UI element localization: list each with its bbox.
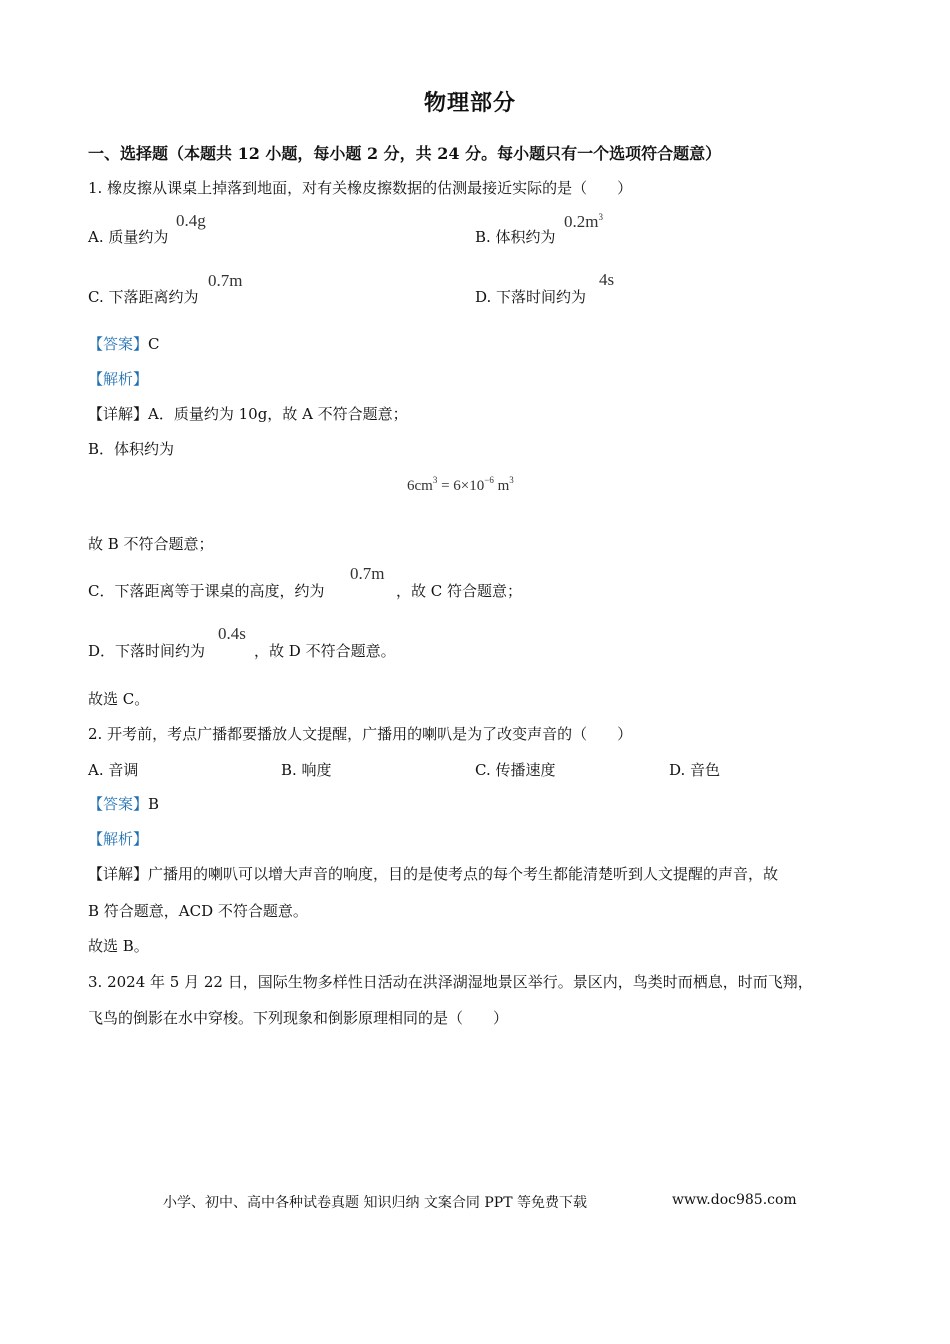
q1-detail-a-text: A．质量约为 10g，故 A 不符合题意； — [148, 405, 408, 423]
q1-detail-b: B．体积约为 — [88, 440, 175, 458]
q1-option-c — [88, 286, 198, 307]
q1-detail-tag: 【详解】 — [88, 405, 149, 423]
q1-option-c-label: C. 下落距离约为 — [88, 288, 199, 306]
q2-detail-line-1 — [88, 863, 778, 884]
q2-conclusion: 故选 B。 — [88, 937, 149, 955]
q2-detail-line-2: B 符合题意，ACD 不符合题意。 — [88, 902, 308, 920]
q1-option-a — [88, 226, 168, 247]
footer-text: 小学、初中、高中各种试卷真题 知识归纳 文案合同 PPT 等免费下载 — [163, 1195, 587, 1211]
q1-option-d — [475, 286, 586, 307]
q1-detail-c-post: ，故 C 符合题意； — [396, 582, 523, 600]
q2-option-d: D. 音色 — [669, 761, 721, 779]
q2-option-b: B. 响度 — [281, 761, 332, 779]
q2-detail-text: 广播用的喇叭可以增大声音的响度，目的是使考点的每个考生都能清楚听到人文提醒的声音，故 — [148, 865, 779, 883]
q2-option-c: C. 传播速度 — [475, 761, 556, 779]
question-2-stem: 2. 开考前，考点广播都要播放人文提醒，广播用的喇叭是为了改变声音的（ ） — [88, 725, 633, 743]
q1-detail-c-pre: C．下落距离等于课桌的高度，约为 — [88, 582, 325, 600]
page-title: 物理部分 — [424, 90, 517, 116]
q1-answer-value: C — [148, 335, 160, 353]
q2-answer-tag: 【答案】 — [88, 795, 149, 813]
q1-detail-d-post: ，故 D 不符合题意。 — [254, 642, 396, 660]
q1-option-d-label: D. 下落时间约为 — [475, 288, 587, 306]
q2-option-a: A. 音调 — [88, 761, 139, 779]
q1-option-b-label: B. 体积约为 — [475, 228, 556, 246]
q1-option-a-label: A. 质量约为 — [88, 228, 169, 246]
q2-detail-tag: 【详解】 — [88, 865, 149, 883]
q1-option-b-exponent: 3 — [598, 212, 603, 222]
q1-option-b — [475, 226, 556, 247]
q2-analysis-tag: 【解析】 — [88, 830, 149, 848]
q1-conclusion: 故选 C。 — [88, 690, 150, 708]
q1-option-d-value: 4s — [599, 270, 615, 289]
q1-option-c-value: 0.7m — [208, 271, 243, 290]
q1-option-b-value — [564, 212, 603, 232]
q1-detail-d-pre: D．下落时间约为 — [88, 642, 206, 660]
q1-analysis-tag: 【解析】 — [88, 370, 149, 388]
q1-option-a-value: 0.4g — [176, 211, 206, 230]
q2-answer — [88, 793, 159, 814]
formula-part-3: m — [493, 478, 510, 494]
q1-option-b-number: 0.2m — [564, 212, 599, 231]
question-1-stem: 1. 橡皮擦从课桌上掉落到地面，对有关橡皮擦数据的估测最接近实际的是（ ） — [88, 179, 633, 197]
q1-answer-tag: 【答案】 — [88, 335, 149, 353]
q1-detail-a — [88, 403, 408, 424]
formula-exp-3: 3 — [509, 475, 514, 485]
q1-detail-b-end: 故 B 不符合题意； — [88, 535, 214, 553]
formula-part-2: = 6×10 — [437, 478, 485, 494]
q1-detail-c-value: 0.7m — [350, 564, 385, 583]
section-heading: 一、选择题（本题共 12 小题，每小题 2 分，共 24 分。每小题只有一个选项符合题意） — [88, 144, 722, 163]
q1-detail-d-value: 0.4s — [218, 624, 246, 643]
formula-part-1: 6cm — [407, 478, 433, 494]
q1-formula — [407, 475, 514, 495]
formula-exp-1: 3 — [432, 475, 438, 485]
footer-site-link[interactable]: www.doc985.com — [672, 1192, 797, 1208]
question-3-stem-line-2: 飞鸟的倒影在水中穿梭。下列现象和倒影原理相同的是（ ） — [88, 1009, 509, 1027]
q2-answer-value: B — [148, 795, 160, 813]
question-3-stem-line-1: 3. 2024 年 5 月 22 日，国际生物多样性日活动在洪泽湖湿地景区举行。景区内，鸟类时而栖息，时而飞翔， — [88, 973, 813, 991]
q1-answer — [88, 333, 160, 354]
formula-exp-2: −6 — [484, 475, 494, 485]
